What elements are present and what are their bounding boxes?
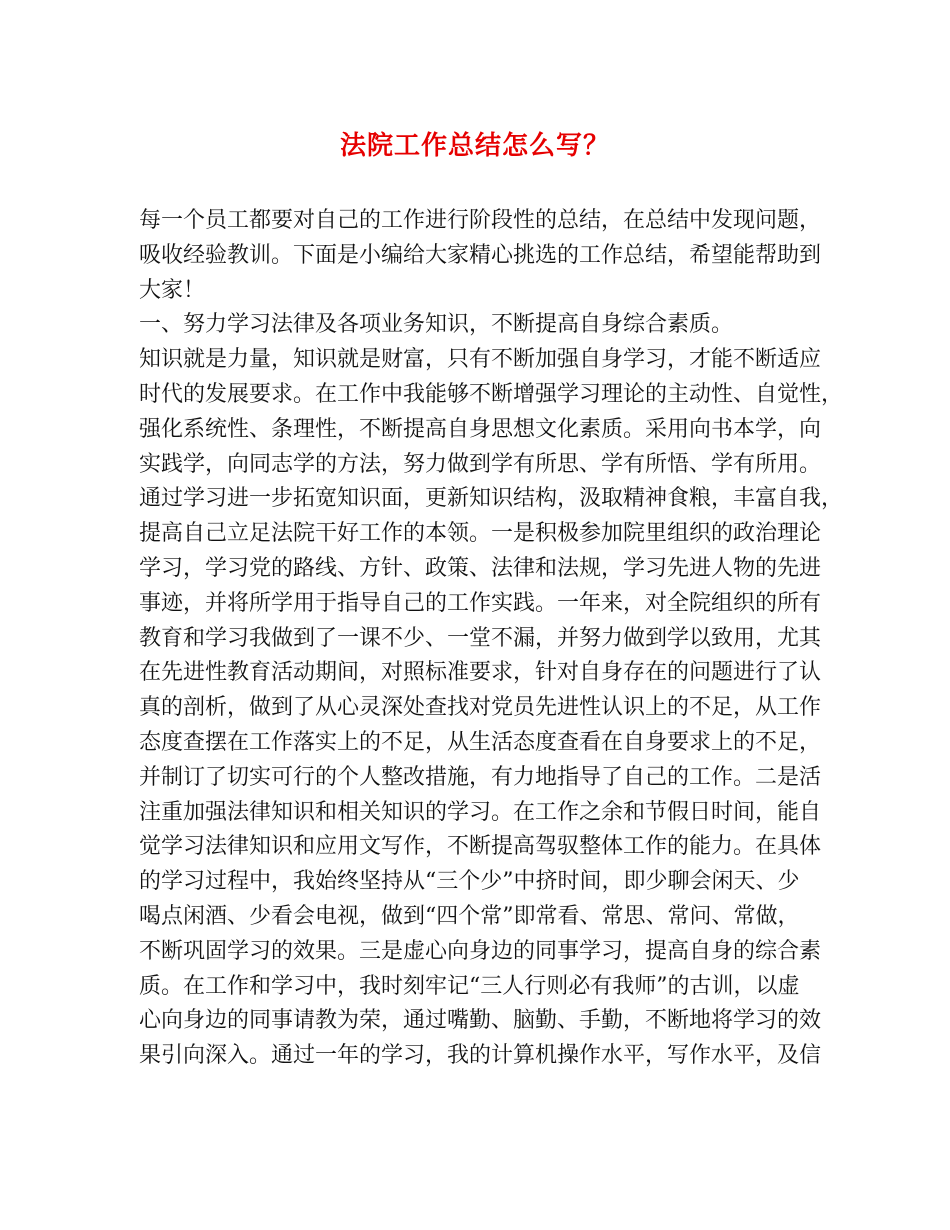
body-text-line: 学习，学习党的路线、方针、政策、法律和法规，学习先进人物的先进 (139, 555, 822, 581)
body-text-line: 吸收经验教训。下面是小编给大家精心挑选的工作总结，希望能帮助到 (139, 242, 822, 268)
body-text-line: 觉学习法律知识和应用文写作，不断提高驾驭整体工作的能力。在具体 (139, 834, 822, 860)
body-text-line: 一、努力学习法律及各项业务知识，不断提高自身综合素质。 (139, 312, 734, 338)
body-text-line: 质。在工作和学习中，我时刻牢记“三人行则必有我师”的古训，以虚 (139, 973, 800, 999)
body-text-line: 果引向深入。通过一年的学习，我的计算机操作水平，写作水平，及信 (139, 1043, 822, 1069)
body-text-line: 在先进性教育活动期间，对照标准要求，针对自身存在的问题进行了认 (139, 660, 822, 686)
body-text-line: 真的剖析，做到了从心灵深处查找对党员先进性认识上的不足，从工作 (139, 695, 822, 721)
body-text-line: 喝点闲酒、少看会电视，做到“四个常”即常看、常思、常问、常做， (139, 903, 800, 929)
body-text-line: 态度查摆在工作落实上的不足，从生活态度查看在自身要求上的不足， (139, 729, 822, 755)
body-text-line: 事迹，并将所学用于指导自己的工作实践。一年来，对全院组织的所有 (139, 590, 822, 616)
body-text-line: 大家！ (139, 277, 206, 303)
body-text-line: 每一个员工都要对自己的工作进行阶段性的总结，在总结中发现问题， (139, 208, 822, 233)
document-title: 法院工作总结怎么写？ (339, 131, 610, 161)
body-text-line: 教育和学习我做到了一课不少、一堂不漏，并努力做到学以致用，尤其 (139, 625, 822, 651)
body-text-line: 实践学，向同志学的方法，努力做到学有所思、学有所悟、学有所用。 (139, 451, 822, 477)
body-text-line: 心向身边的同事请教为荣，通过嘴勤、脑勤、手勤，不断地将学习的效 (139, 1008, 822, 1034)
body-text-line: 并制订了切实可行的个人整改措施，有力地指导了自己的工作。二是活 (139, 764, 822, 790)
body-text-line: 强化系统性、条理性，不断提高自身思想文化素质。采用向书本学，向 (139, 416, 822, 442)
body-text-line: 时代的发展要求。在工作中我能够不断增强学习理论的主动性、自觉性， (139, 381, 844, 407)
body-text-line: 通过学习进一步拓宽知识面，更新知识结构，汲取精神食粮，丰富自我， (139, 486, 844, 512)
body-text-line: 的学习过程中，我始终坚持从“三个少”中挤时间，即少聊会闲天、少 (139, 869, 800, 895)
body-text-line: 知识就是力量，知识就是财富，只有不断加强自身学习，才能不断适应 (139, 347, 822, 373)
body-text-line: 不断巩固学习的效果。三是虚心向身边的同事学习，提高自身的综合素 (139, 938, 822, 964)
document-body (139, 204, 844, 1074)
body-text-line: 注重加强法律知识和相关知识的学习。在工作之余和节假日时间，能自 (139, 799, 822, 825)
body-text-line: 提高自己立足法院干好工作的本领。一是积极参加院里组织的政治理论 (139, 521, 822, 547)
